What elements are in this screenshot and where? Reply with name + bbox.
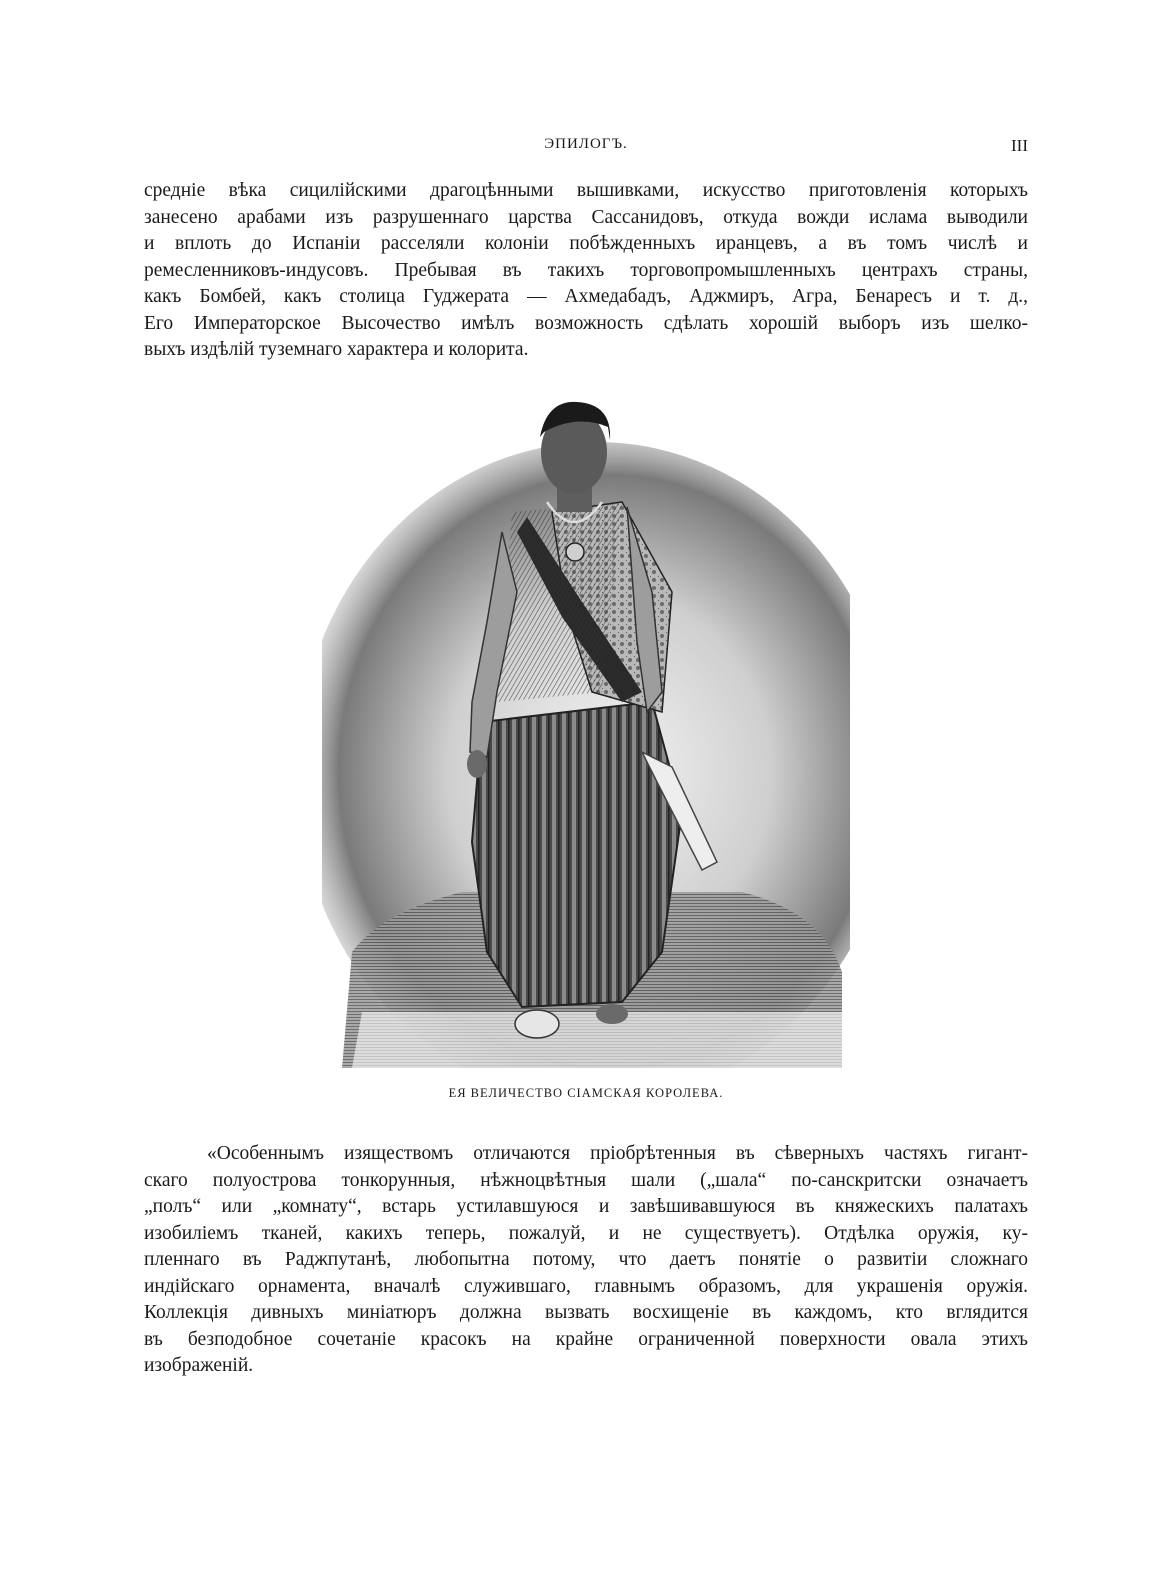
text-line: ремесленниковъ-индусовъ. Пребывая въ такихъ торговопромышленныхъ центрахъ страны, <box>144 259 1028 281</box>
text-line: „полъ“ или „комнату“, встарь устилавшуюся и завѣшивавшуюся въ княжескихъ палатахъ <box>144 1196 1028 1217</box>
text-line: какъ Бомбей, какъ столица Гуджерата — Ахмедабадъ, Аджмиръ, Агра, Бенаресъ и т. д., <box>144 286 1028 307</box>
text-line: индійскаго орнамента, вначалѣ служившаго, главнымъ образомъ, для украшенія оружія. <box>144 1275 1028 1297</box>
paragraph-1 <box>144 178 1028 364</box>
text-line: скаго полуострова тонкорунныя, нѣжноцвѣтныя шали („шала“ по-санскритски означаетъ <box>144 1169 1028 1191</box>
queen-portrait-engraving <box>322 392 850 1068</box>
text-line: «Особеннымъ изяществомъ отличаются пріобрѣтенныя въ сѣверныхъ частяхъ гигант- <box>207 1143 1028 1164</box>
page-header <box>144 136 1028 160</box>
paragraph-2 <box>144 1141 1028 1380</box>
running-head: ЭПИЛОГЪ. <box>544 136 628 152</box>
text-line: изобиліемъ тканей, какихъ теперь, пожалуй, и не существуетъ). Отдѣлка оружія, ку- <box>144 1222 1028 1244</box>
text-line: пленнаго въ Раджпутанѣ, любопытна потому, что даетъ понятіе о развитіи сложнаго <box>144 1249 1028 1270</box>
text-line: Его Императорское Высочество имѣлъ возможность сдѣлать хорошій выборъ изъ шелко- <box>144 312 1028 334</box>
text-line: средніе вѣка сицилійскими драгоцѣнными вышивками, искусство приготовленія которыхъ <box>144 180 1028 201</box>
figure-caption: ЕЯ ВЕЛИЧЕСТВО СІАМСКАЯ КОРОЛЕВА. <box>448 1086 724 1100</box>
engraving-illustration <box>322 392 850 1068</box>
text-line: Коллекція дивныхъ миніатюръ должна вызвать восхищеніе въ каждомъ, кто вглядится <box>144 1302 1028 1323</box>
text-line: занесено арабами изъ разрушеннаго царства Сассанидовъ, откуда вожди ислама выводили <box>144 206 1028 228</box>
page-number: III <box>1011 136 1028 155</box>
text-line: выхъ издѣлій туземнаго характера и колорита. <box>144 339 529 360</box>
text-line: въ безподобное сочетаніе красокъ на крайне ограниченной поверхности овала этихъ <box>144 1328 1028 1350</box>
text-line: и вплоть до Испаніи расселяли колоніи побѣжденныхъ иранцевъ, а въ томъ числѣ и <box>144 233 1028 254</box>
text-line: изображеній. <box>144 1355 254 1376</box>
